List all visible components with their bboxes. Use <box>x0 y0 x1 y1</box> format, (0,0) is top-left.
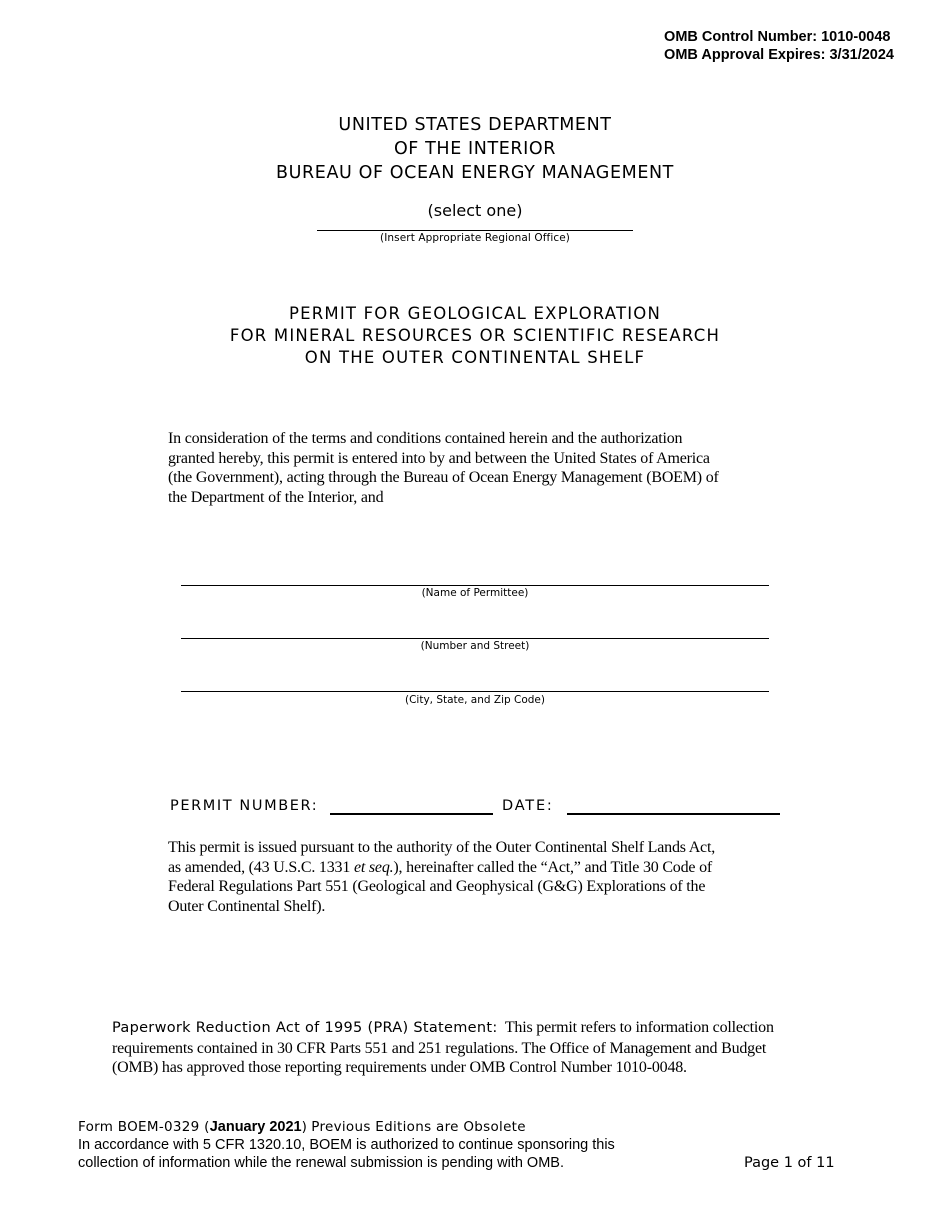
intro-paragraph <box>168 429 778 507</box>
regional-office-caption: (Insert Appropriate Regional Office) <box>380 232 570 244</box>
permit-title-line-1: PERMIT FOR GEOLOGICAL EXPLORATION <box>288 304 662 323</box>
form-id-line <box>78 1118 718 1136</box>
date-label: DATE: <box>502 798 554 814</box>
form-footer <box>78 1118 718 1172</box>
form-prefix: Form BOEM-0329 ( <box>78 1119 210 1135</box>
authority-text: ), hereinafter called the “Act,” and Title 30 Code of <box>393 858 713 876</box>
permit-number-field[interactable] <box>330 813 493 815</box>
permit-title-line-2: FOR MINERAL RESOURCES OR SCIENTIFIC RESEARCH <box>229 326 721 345</box>
pra-line: (OMB) has approved those reporting requirements under OMB Control Number 1010-0048. <box>112 1059 687 1076</box>
form-date: January 2021 <box>209 1119 302 1135</box>
authority-line: Federal Regulations Part 551 (Geological and Geophysical (G&G) Explorations of the <box>168 878 706 895</box>
department-heading <box>0 111 950 187</box>
omb-control-number: OMB Control Number: 1010-0048 <box>664 29 891 45</box>
dept-line-1: UNITED STATES DEPARTMENT <box>338 115 612 135</box>
permit-title <box>0 303 950 369</box>
pra-line <box>112 1018 852 1039</box>
bureau-name: BUREAU OF OCEAN ENERGY MANAGEMENT <box>276 163 674 183</box>
intro-line: In consideration of the terms and conditions contained herein and the authorization <box>168 430 683 447</box>
dept-line-2: OF THE INTERIOR <box>393 139 557 159</box>
authority-text: as amended, (43 U.S.C. 1331 <box>168 858 354 876</box>
pra-line: requirements contained in 30 CFR Parts 551 and 251 regulations. The Office of Management and Budget <box>112 1039 767 1057</box>
date-field[interactable] <box>567 813 780 815</box>
et-seq: et seq. <box>353 858 394 876</box>
renewal-note-line-1: In accordance with 5 CFR 1320.10, BOEM is authorized to continue sponsoring this <box>78 1137 615 1153</box>
renewal-note-line-2: collection of information while the renewal submission is pending with OMB. <box>78 1155 564 1171</box>
omb-block <box>664 28 894 64</box>
authority-line: Outer Continental Shelf). <box>168 897 326 915</box>
city-state-zip-field[interactable] <box>181 691 769 692</box>
pra-heading: Paperwork Reduction Act of 1995 (PRA) Statement: <box>112 1020 498 1036</box>
regional-office-underline <box>317 230 633 231</box>
pra-text: This permit refers to information collection <box>504 1019 774 1036</box>
intro-line: (the Government), acting through the Bureau of Ocean Energy Management (BOEM) of <box>168 469 719 486</box>
pra-statement <box>112 1018 852 1078</box>
permittee-name-field[interactable] <box>181 585 769 586</box>
intro-line: the Department of the Interior, and <box>168 488 384 506</box>
previous-editions: Previous Editions are Obsolete <box>311 1119 526 1135</box>
page-number: Page 1 of 11 <box>744 1155 835 1171</box>
authority-line: This permit is issued pursuant to the authority of the Outer Continental Shelf Lands Act, <box>168 839 715 856</box>
street-address-caption: (Number and Street) <box>420 640 530 652</box>
form-suffix: ) <box>301 1119 308 1135</box>
authority-line <box>168 858 778 878</box>
omb-approval-expires: OMB Approval Expires: 3/31/2024 <box>664 47 894 63</box>
city-state-zip-caption: (City, State, and Zip Code) <box>404 694 545 706</box>
permit-number-label: PERMIT NUMBER: <box>170 798 319 814</box>
street-address-field[interactable] <box>181 638 769 639</box>
permit-title-line-3: ON THE OUTER CONTINENTAL SHELF <box>304 348 646 367</box>
regional-office-select[interactable]: (select one) <box>427 201 523 220</box>
intro-line: granted hereby, this permit is entered into by and between the United States of America <box>168 449 710 467</box>
permittee-name-caption: (Name of Permittee) <box>421 587 529 599</box>
authority-paragraph <box>168 838 778 916</box>
